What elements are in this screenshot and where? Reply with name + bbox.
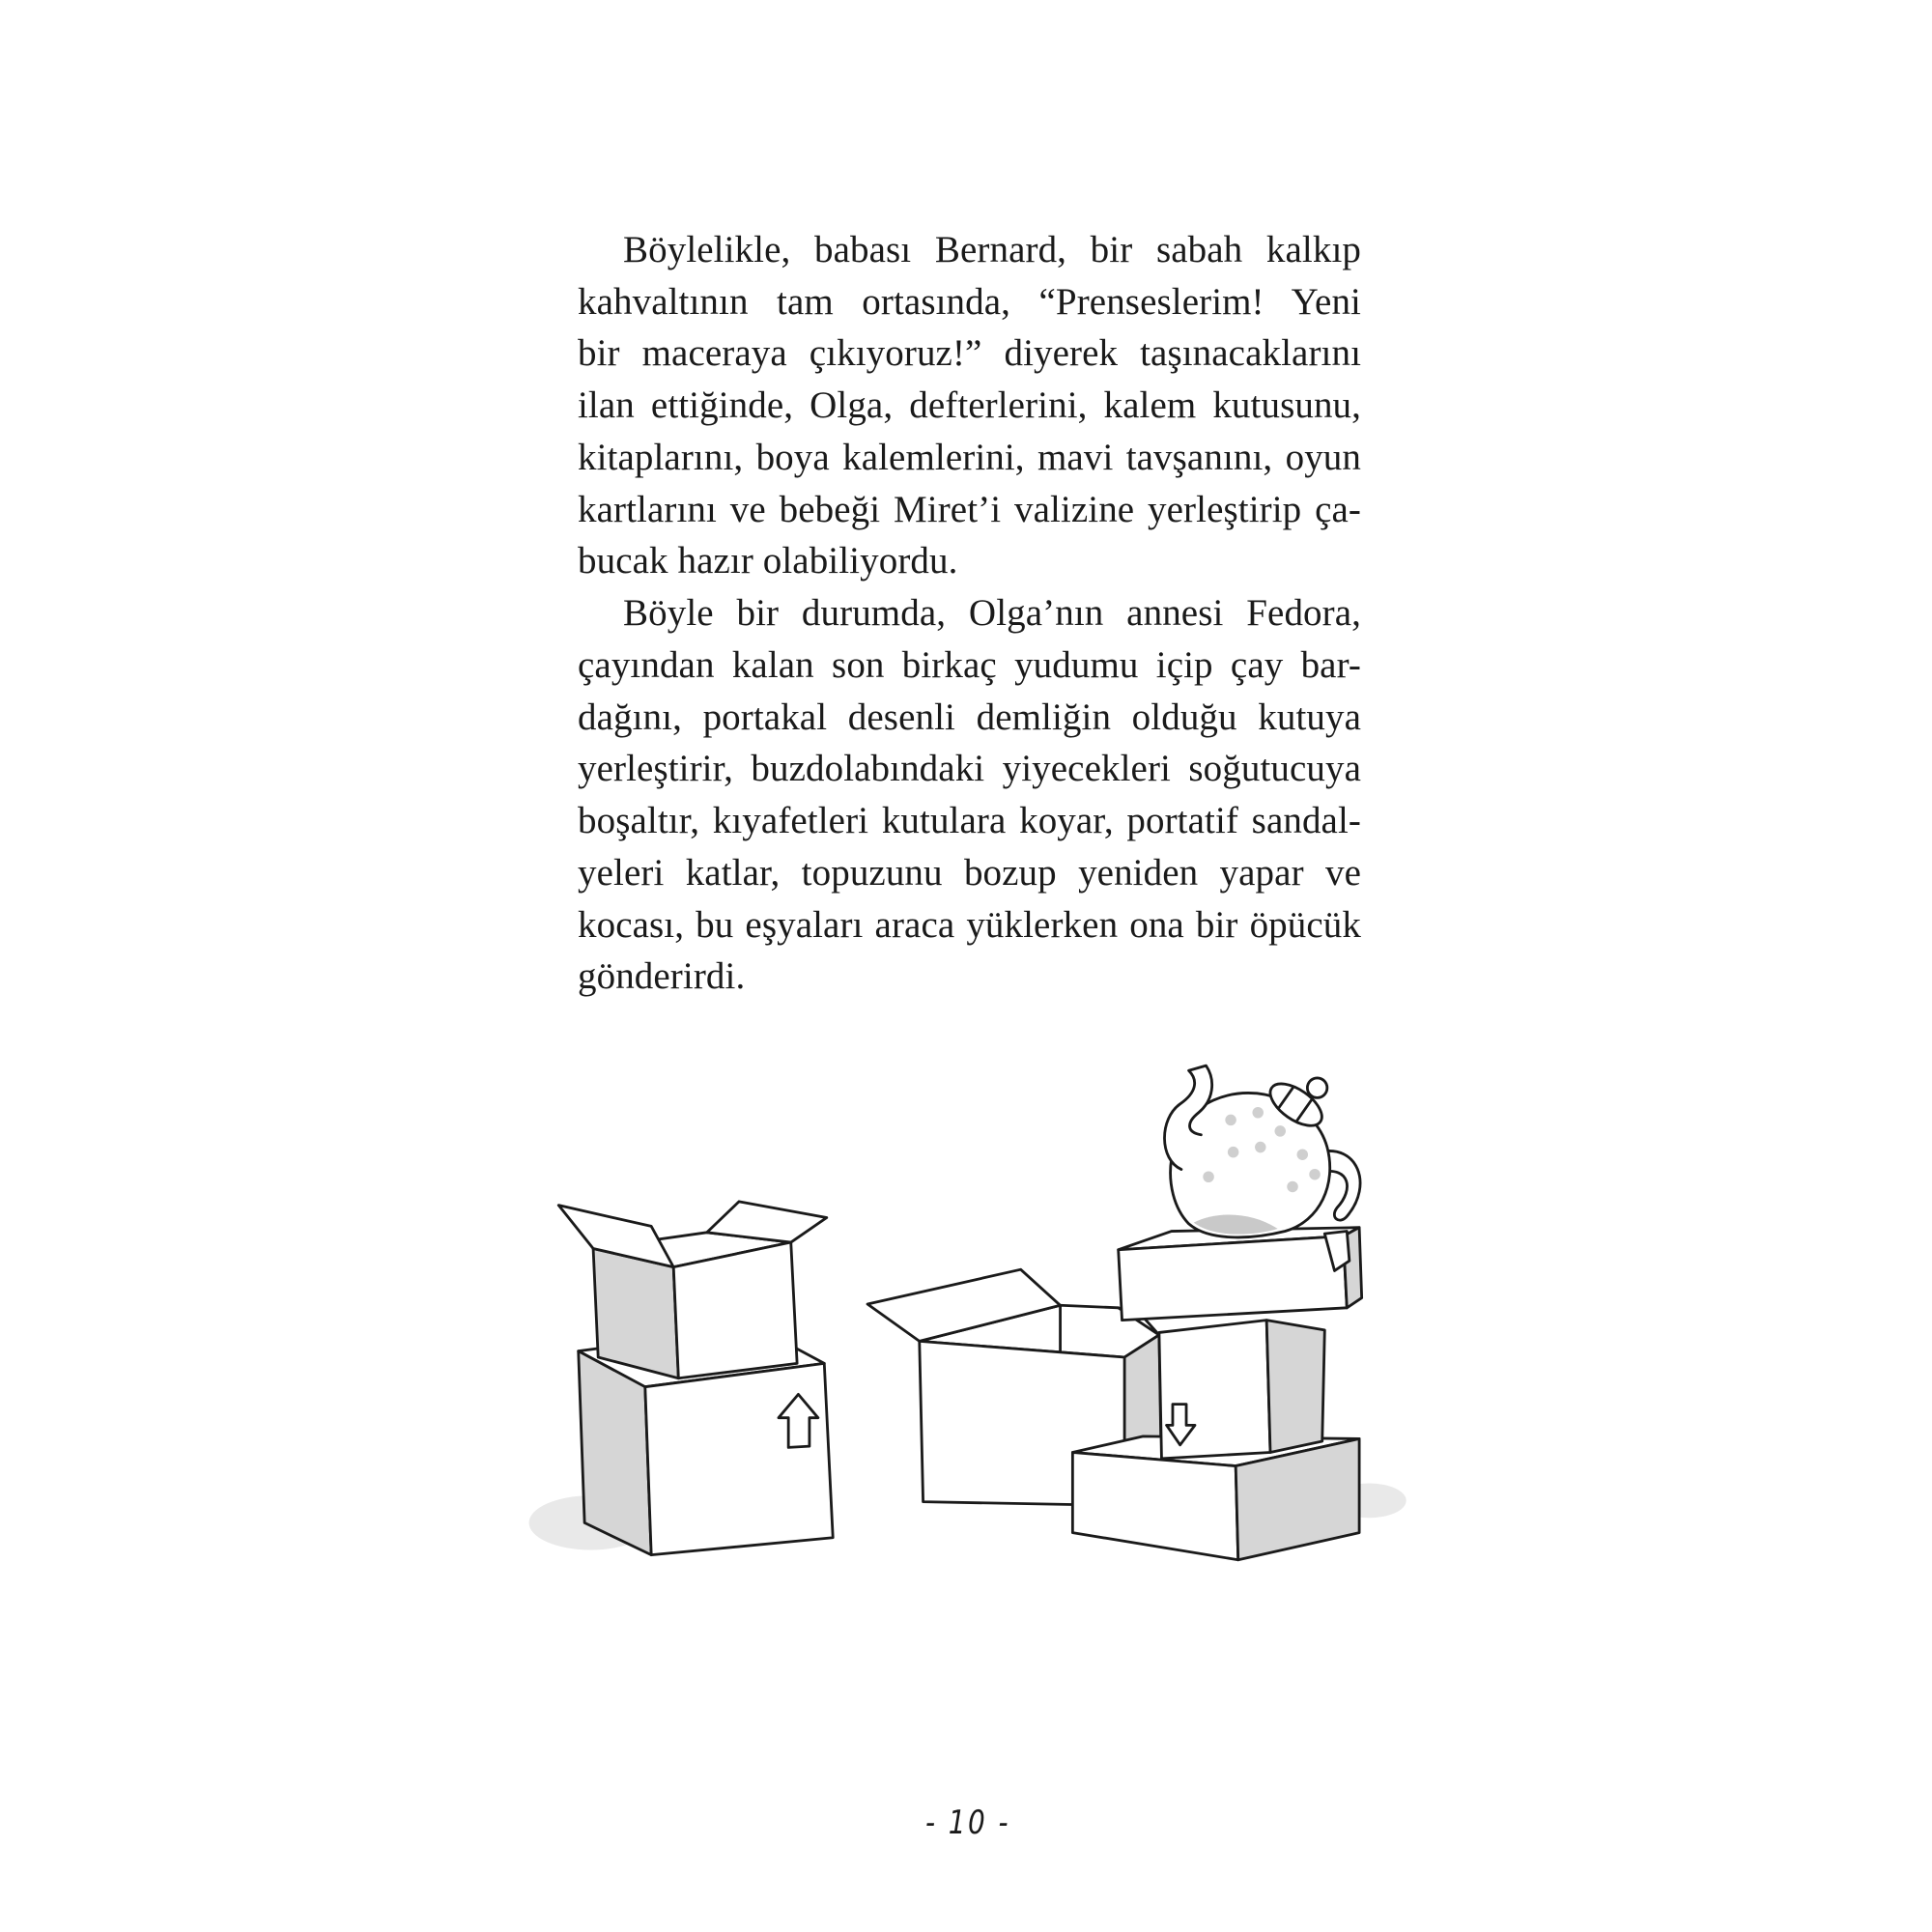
text-line: gönderirdi. <box>578 955 746 998</box>
box-side-face <box>593 1248 678 1378</box>
text-line: kartlarını ve bebeği Miret’i valizine yerleştirip ça- <box>578 488 1361 530</box>
box-side-face <box>1266 1321 1324 1453</box>
box-left-top-open <box>558 1202 827 1378</box>
text-line: boşaltır, kıyafetleri kutulara koyar, portatif sandal- <box>578 800 1361 842</box>
body-text <box>578 224 1361 1003</box>
teapot-dot <box>1274 1125 1286 1137</box>
paragraph-2 <box>578 587 1361 1003</box>
moving-boxes-illustration <box>519 1038 1415 1570</box>
teapot-dot <box>1252 1107 1264 1119</box>
text-line: yeleri katlar, topuzunu bozup yeniden yapar ve <box>578 851 1361 894</box>
box-right-middle <box>1159 1321 1324 1459</box>
teapot-lid-knob <box>1307 1078 1326 1097</box>
teapot-dot <box>1287 1181 1298 1193</box>
text-line: çayından kalan son birkaç yudumu içip çay bar- <box>578 643 1361 686</box>
box-front-face <box>1072 1452 1237 1559</box>
text-line: kitaplarını, boya kalemlerini, mavi tavşanını, oyun <box>578 436 1361 478</box>
box-front-face <box>645 1363 833 1554</box>
text-line: kocası, bu eşyaları araca yüklerken ona bir öpücük <box>578 903 1361 946</box>
box-front-face <box>1119 1236 1348 1321</box>
text-line: ilan ettiğinde, Olga, defterlerini, kalem kutusunu, <box>578 384 1361 427</box>
text-line: yerleştirir, buzdolabındaki yiyecekleri soğutucuya <box>578 748 1361 790</box>
teapot-dot <box>1225 1115 1236 1126</box>
text-line: bucak hazır olabiliyordu. <box>578 540 958 582</box>
text-line: kahvaltının tam ortasında, “Prenseslerim! Yeni <box>578 280 1361 323</box>
box-right-top <box>1119 1228 1362 1321</box>
page-number: - 10 - <box>924 1804 1011 1842</box>
text-line: dağını, portakal desenli demliğin olduğu kutuya <box>578 696 1361 738</box>
teapot-dot <box>1203 1172 1214 1183</box>
paragraph-1 <box>578 224 1361 587</box>
teapot-dot <box>1309 1169 1321 1180</box>
teapot-dot <box>1297 1149 1309 1160</box>
teapot-dot <box>1255 1142 1266 1153</box>
box-front-face <box>673 1242 797 1378</box>
text-line: bir maceraya çıkıyoruz!” diyerek taşınacaklarını <box>578 332 1361 375</box>
text-line: Böyle bir durumda, Olga’nın annesi Fedora, <box>623 592 1361 635</box>
teapot-dot <box>1228 1147 1239 1158</box>
line-art <box>558 1065 1361 1560</box>
text-line: Böylelikle, babası Bernard, bir sabah kalkıp <box>623 229 1361 270</box>
teapot <box>1164 1065 1360 1237</box>
